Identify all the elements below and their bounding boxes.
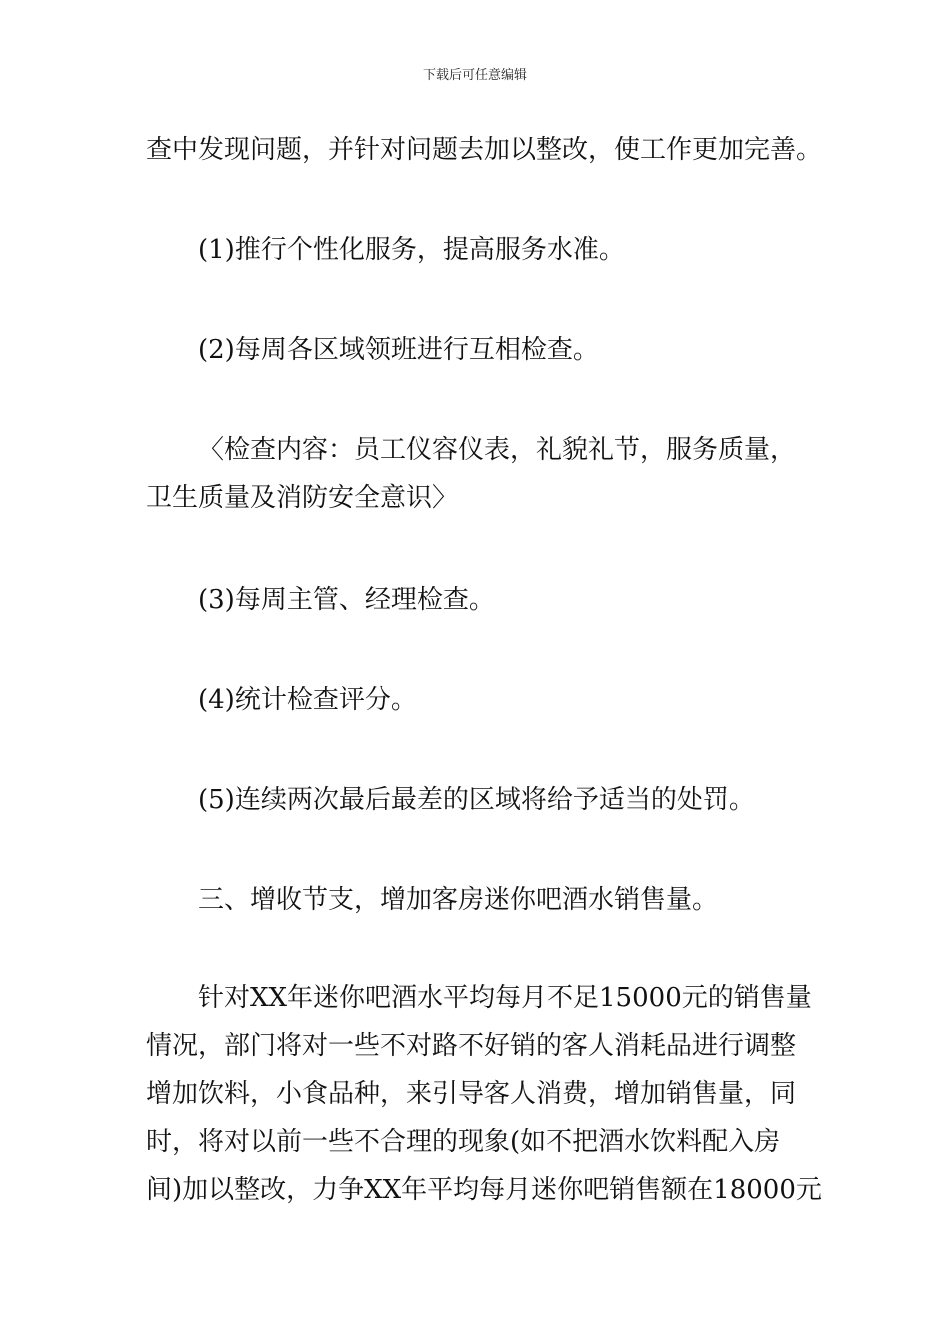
- minibar-line-4: 时，将对以前一些不合理的现象(如不把酒水饮料配入房: [146, 1127, 781, 1157]
- minibar-line-5: 间)加以整改，力争XX年平均每月迷你吧销售额在18000元: [146, 1175, 822, 1205]
- minibar-line-2: 情况，部门将对一些不对路不好销的客人消耗品进行调整: [146, 1031, 797, 1061]
- minibar-line-3: 增加饮料，小食品种，来引导客人消费，增加销售量，同: [146, 1079, 797, 1109]
- inspection-content-line-2: 卫生质量及消防安全意识〉: [146, 483, 459, 513]
- list-item-1: (1)推行个性化服务，提高服务水准。: [198, 235, 625, 265]
- section-heading-3: 三、增收节支，增加客房迷你吧酒水销售量。: [198, 885, 719, 915]
- minibar-line-1: 针对XX年迷你吧酒水平均每月不足15000元的销售量: [198, 983, 812, 1013]
- inspection-content-paragraph: [146, 426, 808, 522]
- paragraph-continuation: 查中发现问题，并针对问题去加以整改，使工作更加完善。: [146, 135, 823, 165]
- list-item-4: (4)统计检查评分。: [198, 685, 417, 715]
- list-item-3: (3)每周主管、经理检查。: [198, 585, 495, 615]
- page-header-note: 下载后可任意编辑: [422, 68, 527, 83]
- list-item-2: (2)每周各区域领班进行互相检查。: [198, 335, 599, 365]
- list-item-5: (5)连续两次最后最差的区域将给予适当的处罚。: [198, 785, 755, 815]
- minibar-sales-paragraph: [146, 974, 822, 1214]
- inspection-content-line-1: 〈检查内容：员工仪容仪表，礼貌礼节，服务质量，: [198, 435, 797, 465]
